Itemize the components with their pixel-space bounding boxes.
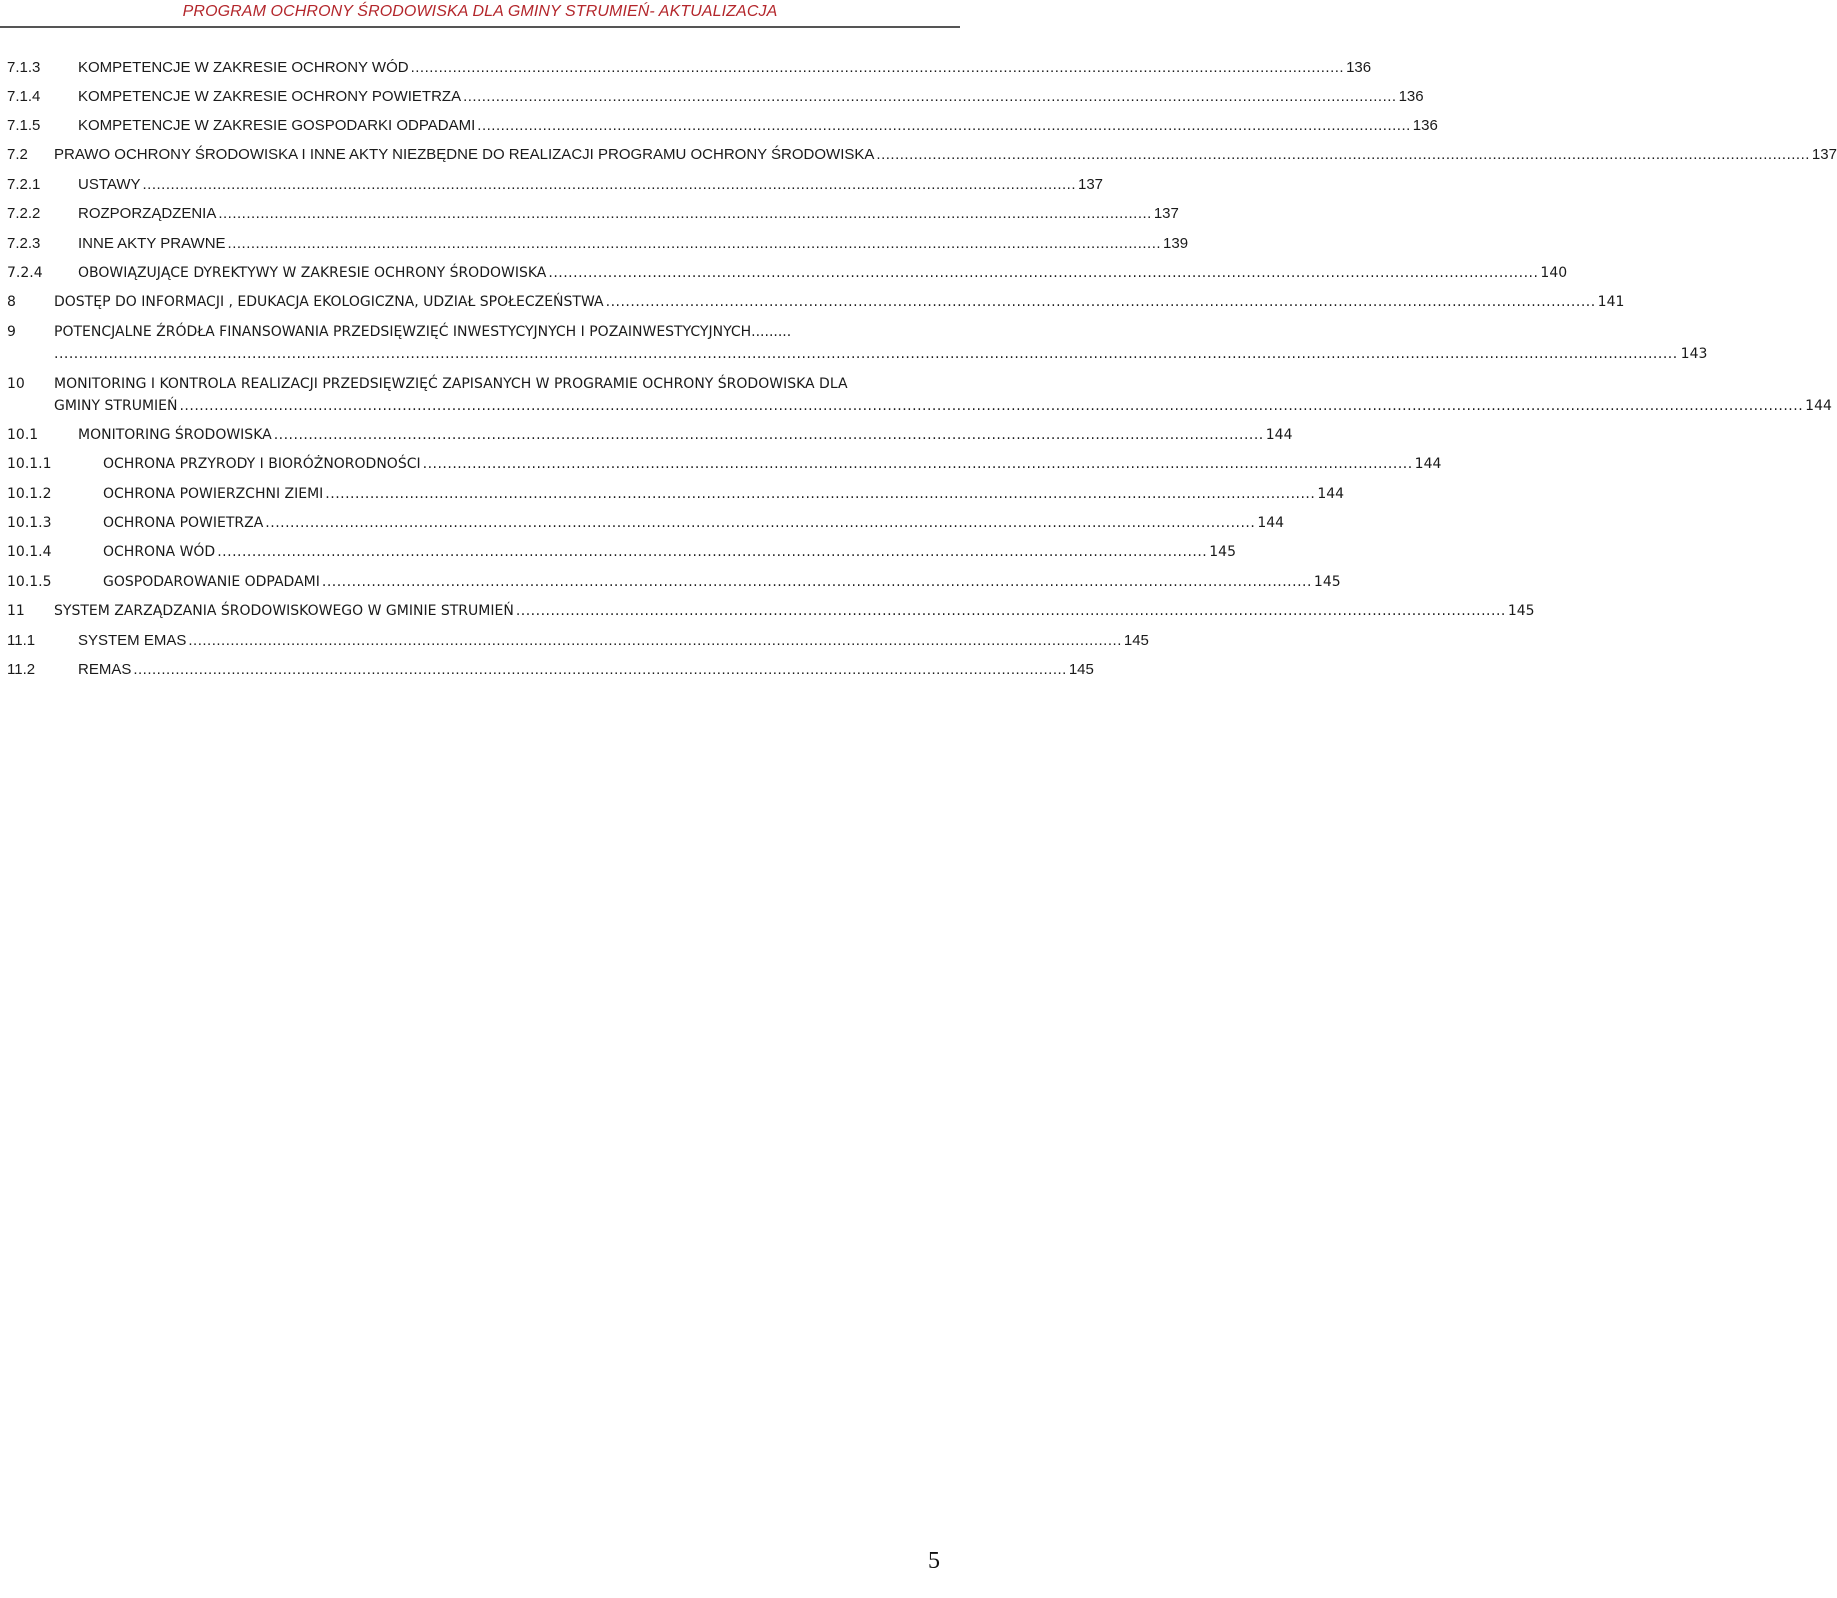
toc-leader-dots: ........................................................................................................................................................................................................................................................................................................................................ xyxy=(179,398,1804,414)
toc-entry-page: 144 xyxy=(1414,456,1442,472)
page-header xyxy=(0,0,960,26)
toc-leader-dots: ......... xyxy=(751,324,792,340)
toc-entry[interactable] xyxy=(7,512,1285,534)
toc-entry[interactable] xyxy=(7,174,1104,196)
toc-entry[interactable] xyxy=(7,321,1708,365)
toc-entry-page: 137 xyxy=(1811,146,1837,163)
toc-entry[interactable] xyxy=(7,630,1149,652)
toc-leader-dots: ........................................................................................................................................................................................................ xyxy=(463,88,1397,105)
toc-entry[interactable] xyxy=(7,659,1094,681)
toc-entry[interactable] xyxy=(7,262,1568,284)
toc-entry-page: 145 xyxy=(1313,574,1341,590)
toc-entry-number: 10.1.4 xyxy=(7,544,52,560)
toc-leader-dots: ........................................................................................................................................................................................................ xyxy=(188,632,1122,649)
toc-entry-title-continued: GMINY STRUMIEŃ xyxy=(54,398,178,414)
toc-entry-page: 140 xyxy=(1540,265,1568,281)
toc-entry[interactable] xyxy=(7,233,1189,255)
toc-leader-dots: ........................................................................................................................................................................................................ xyxy=(410,59,1345,76)
toc-entry[interactable] xyxy=(7,483,1345,505)
toc-leader-dots: ........................................................................................................................................................................................................ xyxy=(217,544,1208,560)
toc-entry-page: 144 xyxy=(1805,398,1832,414)
toc-entry-page: 144 xyxy=(1317,486,1345,502)
toc-entry[interactable] xyxy=(7,291,1625,313)
toc-entry-title: INNE AKTY PRAWNE xyxy=(78,235,226,252)
toc-entry-number: 7.2.4 xyxy=(7,265,43,281)
toc-leader-dots: ........................................................................................................................................................................................................ xyxy=(325,486,1316,502)
toc-entry[interactable] xyxy=(7,453,1442,475)
toc-entry-number: 10.1.1 xyxy=(7,456,52,472)
toc-entry-title: OCHRONA WÓD xyxy=(103,544,216,560)
toc-entry-number: 10.1.2 xyxy=(7,486,52,502)
toc-leader-dots: ........................................................................................................................................................................................................ xyxy=(515,603,1506,619)
toc-entry-page: 145 xyxy=(1068,661,1094,678)
toc-entry-title: POTENCJALNE ŹRÓDŁA FINANSOWANIA PRZEDSIĘWZIĘĆ INWESTYCYJNYCH I POZAINWESTYCYJNYCH xyxy=(54,324,752,340)
toc-entry-page: 145 xyxy=(1209,544,1236,560)
header-divider xyxy=(0,26,960,28)
toc-entry-title: REMAS xyxy=(78,661,132,678)
toc-leader-dots: ........................................................................................................................................................................................................ xyxy=(142,176,1076,193)
toc-entry[interactable] xyxy=(7,571,1341,593)
toc-entry[interactable] xyxy=(7,600,1535,622)
toc-leader-dots: ........................................................................................................................................................................................................ xyxy=(133,661,1067,678)
toc-entry-title: KOMPETENCJE W ZAKRESIE OCHRONY POWIETRZA xyxy=(78,88,462,105)
toc-entry-number: 10 xyxy=(7,376,25,392)
toc-leader-dots: ........................................................................................................................................................................................................ xyxy=(477,117,1411,134)
toc-entry-title: SYSTEM EMAS xyxy=(78,632,187,649)
toc-entry[interactable] xyxy=(7,144,1837,166)
toc-leader-dots: ........................................................................................................................................................................................................ xyxy=(265,515,1256,531)
toc-entry-number: 7.1.3 xyxy=(7,59,41,76)
toc-leader-dots: ........................................................................................................................................................................................................................................................................................................................................ xyxy=(54,346,1678,362)
page-number: 5 xyxy=(928,1548,940,1574)
toc-entry-title: MONITORING ŚRODOWISKA xyxy=(78,427,272,443)
toc-leader-dots: ........................................................................................................................................................................................................ xyxy=(218,205,1152,222)
toc-leader-dots: ........................................................................................................................................................................................................ xyxy=(605,294,1596,310)
toc-entry-title: SYSTEM ZARZĄDZANIA ŚRODOWISKOWEGO W GMINIE STRUMIEŃ xyxy=(54,603,514,619)
toc-entry[interactable] xyxy=(7,373,1832,417)
toc-entry[interactable] xyxy=(7,541,1236,563)
toc-entry-page: 139 xyxy=(1163,235,1189,252)
toc-entry-page: 144 xyxy=(1257,515,1285,531)
toc-entry[interactable] xyxy=(7,115,1438,137)
toc-leader-dots: ........................................................................................................................................................................................................ xyxy=(273,427,1264,443)
toc-entry-number: 7.2.1 xyxy=(7,176,41,193)
toc-entry-page: 137 xyxy=(1153,205,1179,222)
toc-entry-number: 10.1.3 xyxy=(7,515,52,531)
toc-entry-number: 10.1.5 xyxy=(7,574,52,590)
toc-entry[interactable] xyxy=(7,86,1424,108)
toc-entry-title: USTAWY xyxy=(78,176,141,193)
toc-entry-number: 11.1 xyxy=(7,632,36,649)
toc-entry-number: 11 xyxy=(7,603,25,619)
toc-entry-title: OCHRONA POWIERZCHNI ZIEMI xyxy=(103,486,324,502)
toc-entry[interactable] xyxy=(7,57,1372,79)
toc-entry-title: KOMPETENCJE W ZAKRESIE GOSPODARKI ODPADAMI xyxy=(78,117,476,134)
toc-entry-number: 7.1.4 xyxy=(7,88,41,105)
toc-entry-title: ROZPORZĄDZENIA xyxy=(78,205,217,222)
toc-entry-title: OCHRONA POWIETRZA xyxy=(103,515,264,531)
toc-entry[interactable] xyxy=(7,203,1179,225)
toc-entry-title: GOSPODAROWANIE ODPADAMI xyxy=(103,574,320,590)
toc-entry-page: 143 xyxy=(1680,346,1708,362)
toc-entry-page: 137 xyxy=(1078,176,1104,193)
toc-entry-number: 11.2 xyxy=(7,661,36,678)
toc-entry-page: 136 xyxy=(1412,117,1438,134)
toc-entry-page: 141 xyxy=(1597,294,1625,310)
toc-leader-dots: ........................................................................................................................................................................................................ xyxy=(422,456,1413,472)
toc-entry[interactable] xyxy=(7,424,1293,446)
toc-entry-page: 145 xyxy=(1123,632,1149,649)
toc-entry-title: OBOWIĄZUJĄCE DYREKTYWY W ZAKRESIE OCHRONY ŚRODOWISKA xyxy=(78,265,547,281)
toc-entry-page: 136 xyxy=(1398,88,1424,105)
toc-entry-number: 7.2.3 xyxy=(7,235,41,252)
toc-entry-page: 145 xyxy=(1507,603,1535,619)
toc-entry-title: DOSTĘP DO INFORMACJI , EDUKACJA EKOLOGICZNA, UDZIAŁ SPOŁECZEŃSTWA xyxy=(54,294,604,310)
document-title: PROGRAM OCHRONY ŚRODOWISKA DLA GMINY STRUMIEŃ- AKTUALIZACJA xyxy=(182,3,778,20)
toc-leader-dots: ........................................................................................................................................................................................................ xyxy=(876,146,1810,163)
toc-entry-title: OCHRONA PRZYRODY I BIORÓŻNORODNOŚCI xyxy=(103,456,421,472)
toc-entry-title: MONITORING I KONTROLA REALIZACJI PRZEDSIĘWZIĘĆ ZAPISANYCH W PROGRAMIE OCHRONY ŚRODOWISKA DLA xyxy=(54,376,848,392)
toc-leader-dots: ........................................................................................................................................................................................................ xyxy=(321,574,1312,590)
toc-leader-dots: ........................................................................................................................................................................................................ xyxy=(227,235,1162,252)
toc-entry-page: 144 xyxy=(1265,427,1293,443)
toc-entry-number: 8 xyxy=(7,294,16,310)
toc-entry-number: 7.1.5 xyxy=(7,117,41,134)
toc-entry-number: 7.2.2 xyxy=(7,205,41,222)
toc-entry-number: 10.1 xyxy=(7,427,39,443)
toc-entry-number: 7.2 xyxy=(7,146,28,163)
toc-entry-title: KOMPETENCJE W ZAKRESIE OCHRONY WÓD xyxy=(78,59,409,76)
toc-leader-dots: ........................................................................................................................................................................................................ xyxy=(548,265,1539,281)
toc-entry-title: PRAWO OCHRONY ŚRODOWISKA I INNE AKTY NIEZBĘDNE DO REALIZACJI PROGRAMU OCHRONY ŚRODOWISKA xyxy=(54,146,875,163)
toc-entry-page: 136 xyxy=(1346,59,1372,76)
toc-entry-number: 9 xyxy=(7,324,16,340)
